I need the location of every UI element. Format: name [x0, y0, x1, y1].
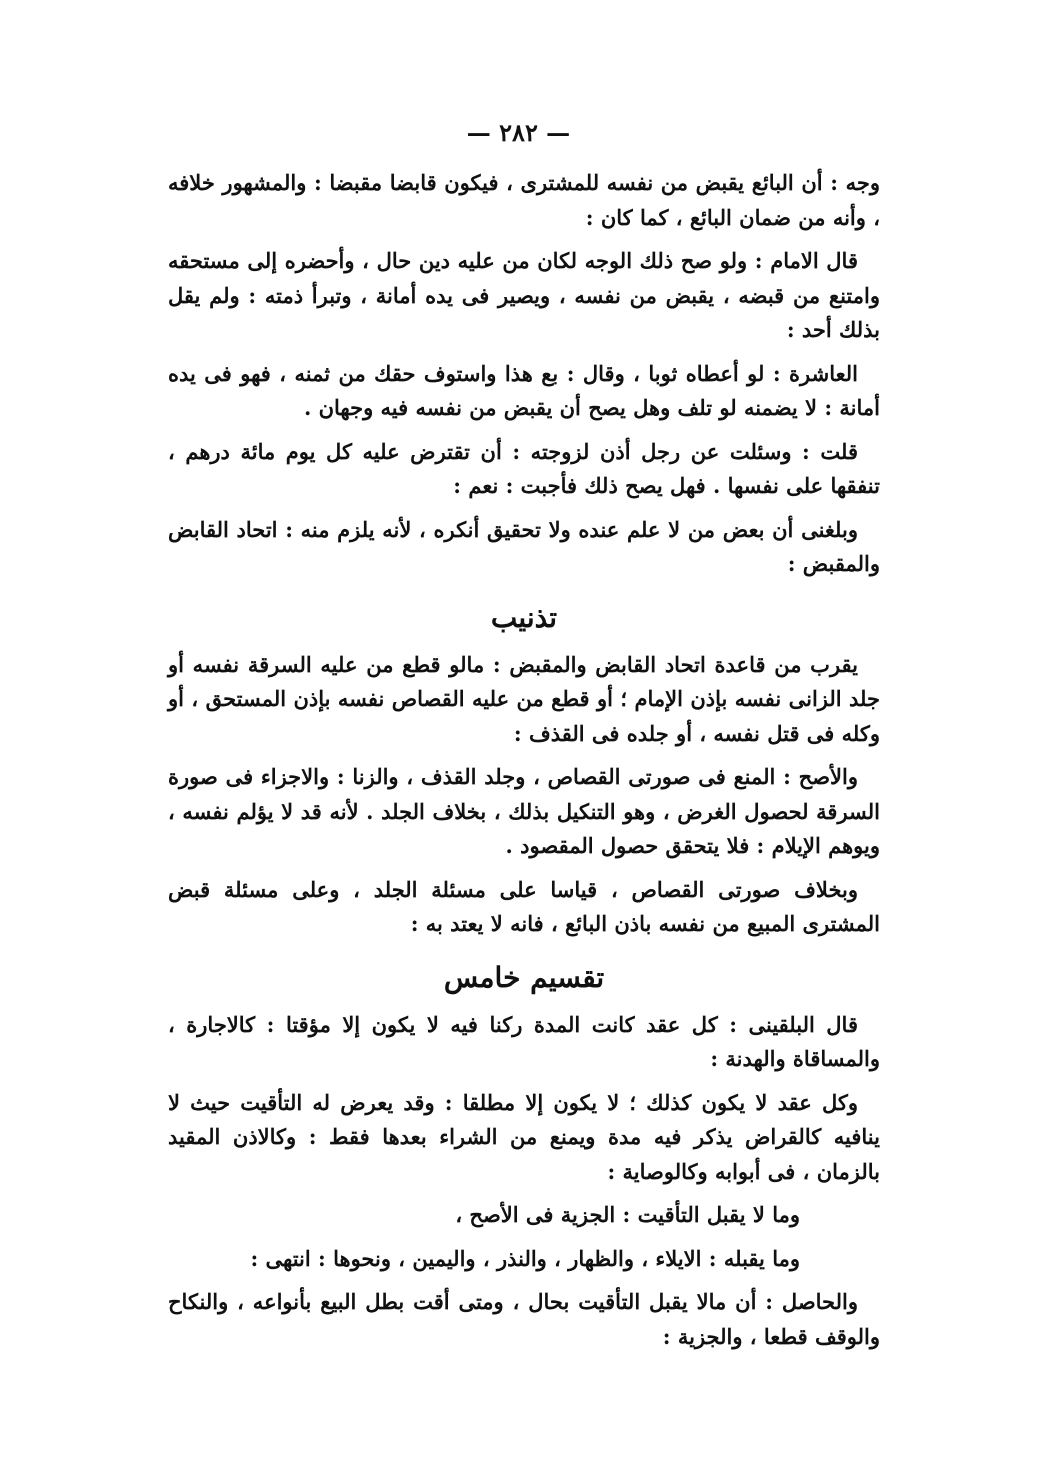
section-heading: تذنيب	[490, 600, 558, 634]
paragraph: قال البلقينى : كل عقد كانت المدة ركنا فيه لا يكون إلا مؤقتا : كالاجارة ، والمساقاة والهدنة :	[168, 1011, 880, 1071]
paragraph: وجه : أن البائع يقبض من نفسه للمشترى ، فيكون قابضا مقبضا : والمشهور خلافه ، وأنه من ضمان البائع ، كما كان :	[168, 170, 880, 230]
paragraph: والحاصل : أن مالا يقبل التأقيت بحال ، ومتى أقت بطل البيع بأنواعه ، والنكاح والوقف قطعا ، والجزية :	[168, 1289, 880, 1349]
paragraph: العاشرة : لو أعطاه ثوبا ، وقال : بع هذا واستوف حقك من ثمنه ، فهو فى يده أمانة : لا يضمنه لو تلف وهل يصح أن يقبض من نفسه فيه وجهان .	[168, 360, 880, 420]
paragraph: يقرب من قاعدة اتحاد القابض والمقبض : مالو قطع من عليه السرقة نفسه أو جلد الزانى نفسه بإذن الإمام ؛ أو قطع من عليه القصاص نفسه بإذن المستحق ، أو وكله فى قتل نفسه ، أو جلده فى القذف :	[168, 651, 880, 746]
page-number: — ٢٨٢ —	[466, 118, 571, 147]
paragraph: قال الامام : ولو صح ذلك الوجه لكان من عليه دين حال ، وأحضره إلى مستحقه وامتنع من قبضه ، يقبض من نفسه ، ويصير فى يده أمانة ، وتبرأ ذمته : ولم يقل بذلك أحد :	[168, 248, 880, 342]
paragraph: وما يقبله : الايلاء ، والظهار ، والنذر ، واليمين ، ونحوها : انتهى :	[250, 1245, 800, 1271]
section-heading: تقسيم خامس	[443, 960, 605, 994]
paragraph: والأصح : المنع فى صورتى القصاص ، وجلد القذف ، والزنا : والاجزاء فى صورة السرقة لحصول الغرض ، وهو التنكيل بذلك ، بخلاف الجلد . لأنه قد لا يؤلم نفسه ، ويوهم الإيلام : فلا يتحقق حصول المقصود .	[168, 764, 880, 858]
paragraph: وبخلاف صورتى القصاص ، قياسا على مسئلة الجلد ، وعلى مسئلة قبض المشترى المبيع من نفسه باذن البائع ، فانه لا يعتد به :	[168, 876, 880, 936]
paragraph: قلت : وسئلت عن رجل أذن لزوجته : أن تقترض عليه كل يوم مائة درهم ، تنفقها على نفسها . فهل يصح ذلك فأجبت : نعم :	[168, 438, 880, 498]
paragraph: وما لا يقبل التأقيت : الجزية فى الأصح ،	[455, 1202, 800, 1227]
paragraph: وبلغنى أن بعض من لا علم عنده ولا تحقيق أنكره ، لأنه يلزم منه : اتحاد القابض والمقبض :	[168, 516, 880, 576]
paragraph: وكل عقد لا يكون كذلك ؛ لا يكون إلا مطلقا : وقد يعرض له التأقيت حيث لا ينافيه كالقراض يذكر فيه مدة ويمنع من الشراء بعدها فقط : وكالاذن المقيد بالزمان ، فى أبوابه وكالوصاية :	[168, 1089, 880, 1184]
page-body	[168, 166, 880, 1363]
